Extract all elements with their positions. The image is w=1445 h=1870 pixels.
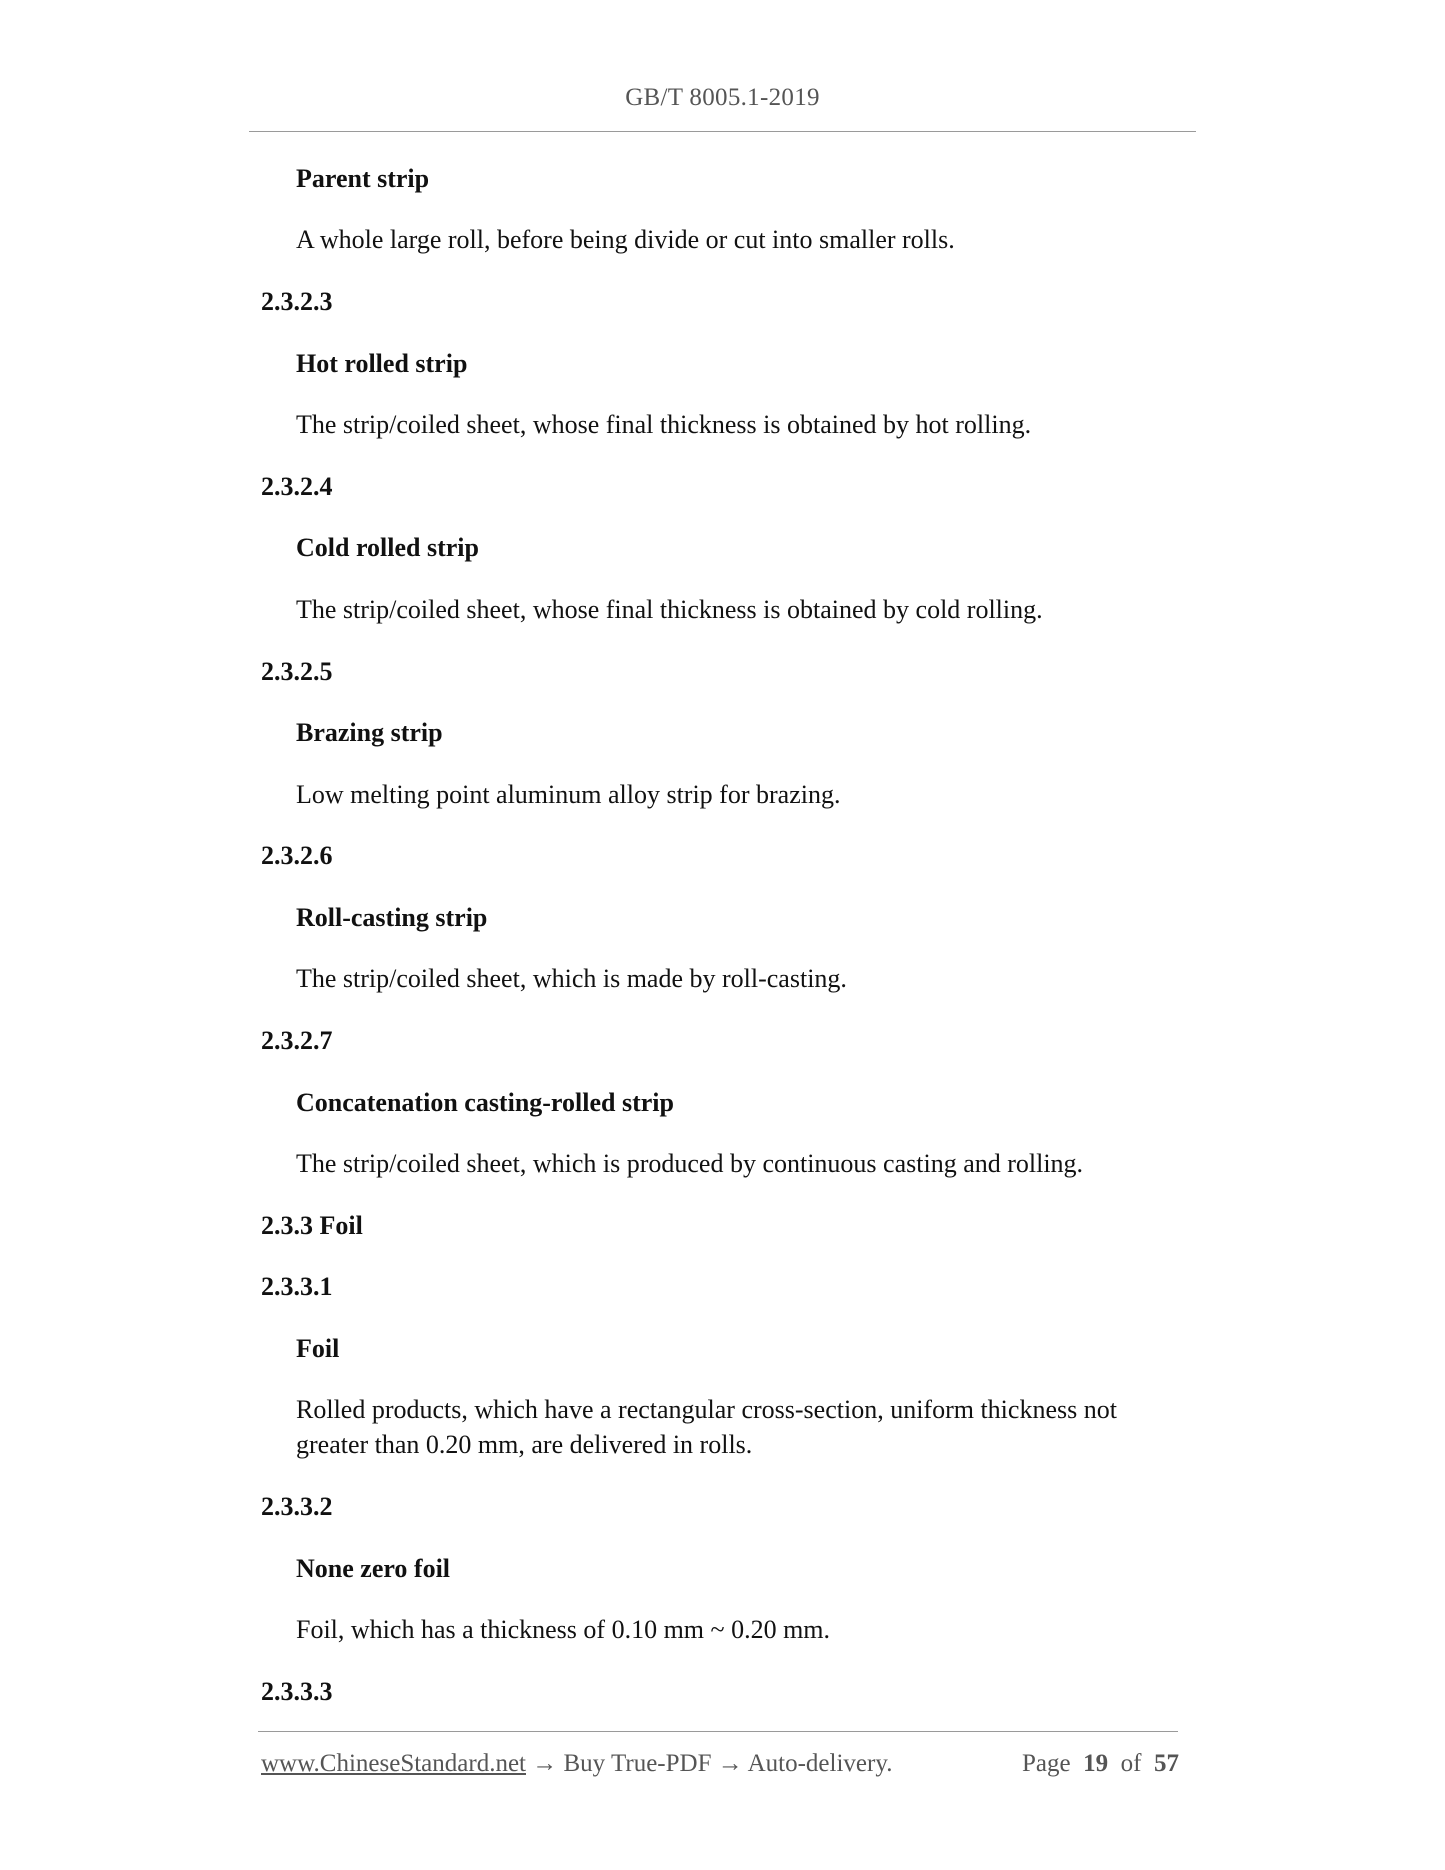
definition-brazing-strip: Low melting point aluminum alloy strip for brazing. [296, 780, 841, 809]
definition-cold-rolled-strip: The strip/coiled sheet, whose final thickness is obtained by cold rolling. [296, 595, 1043, 624]
term-brazing-strip: Brazing strip [296, 718, 443, 747]
clause-number-2-3-2-4: 2.3.2.4 [261, 472, 333, 501]
page-indicator [1022, 1750, 1179, 1778]
term-concatenation-strip: Concatenation casting-rolled strip [296, 1088, 674, 1117]
page-label: Page [1022, 1750, 1071, 1777]
clause-number-2-3-3-2: 2.3.3.2 [261, 1492, 333, 1521]
term-cold-rolled-strip: Cold rolled strip [296, 533, 479, 562]
arrow-right-icon: → [711, 1750, 748, 1777]
section-heading-foil: 2.3.3 Foil [261, 1211, 363, 1240]
of-label: of [1120, 1750, 1142, 1777]
term-hot-rolled-strip: Hot rolled strip [296, 349, 468, 378]
clause-number-2-3-2-5: 2.3.2.5 [261, 657, 333, 686]
term-foil: Foil [296, 1334, 340, 1363]
definition-foil-line-1: Rolled products, which have a rectangular cross-section, uniform thickness not [296, 1395, 1117, 1424]
header-divider [249, 131, 1196, 132]
footer-links [261, 1750, 892, 1778]
arrow-right-icon: → [526, 1750, 564, 1777]
definition-hot-rolled-strip: The strip/coiled sheet, whose final thickness is obtained by hot rolling. [296, 410, 1032, 439]
term-roll-casting-strip: Roll-casting strip [296, 903, 488, 932]
clause-number-2-3-2-6: 2.3.2.6 [261, 841, 333, 870]
footer-divider [258, 1731, 1178, 1732]
clause-number-2-3-3-3: 2.3.3.3 [261, 1677, 333, 1706]
current-page-number: 19 [1083, 1750, 1109, 1777]
total-page-count: 57 [1153, 1750, 1179, 1777]
definition-foil-line-2: greater than 0.20 mm, are delivered in rolls. [296, 1430, 753, 1459]
definition-concatenation-strip: The strip/coiled sheet, which is produced by continuous casting and rolling. [296, 1149, 1084, 1178]
definition-roll-casting-strip: The strip/coiled sheet, which is made by roll-casting. [296, 964, 847, 993]
term-parent-strip: Parent strip [296, 164, 430, 193]
definition-parent-strip: A whole large roll, before being divide or cut into smaller rolls. [296, 225, 955, 254]
clause-number-2-3-2-7: 2.3.2.7 [261, 1026, 333, 1055]
buy-pdf-text: Buy True-PDF [563, 1750, 712, 1777]
website-link[interactable]: www.ChineseStandard.net [261, 1750, 526, 1777]
term-none-zero-foil: None zero foil [296, 1554, 451, 1583]
document-id-header: GB/T 8005.1-2019 [625, 84, 820, 111]
clause-number-2-3-2-3: 2.3.2.3 [261, 287, 333, 316]
auto-delivery-text: Auto-delivery. [747, 1750, 893, 1777]
definition-none-zero-foil: Foil, which has a thickness of 0.10 mm ~ 0.20 mm. [296, 1615, 831, 1644]
clause-number-2-3-3-1: 2.3.3.1 [261, 1272, 333, 1301]
